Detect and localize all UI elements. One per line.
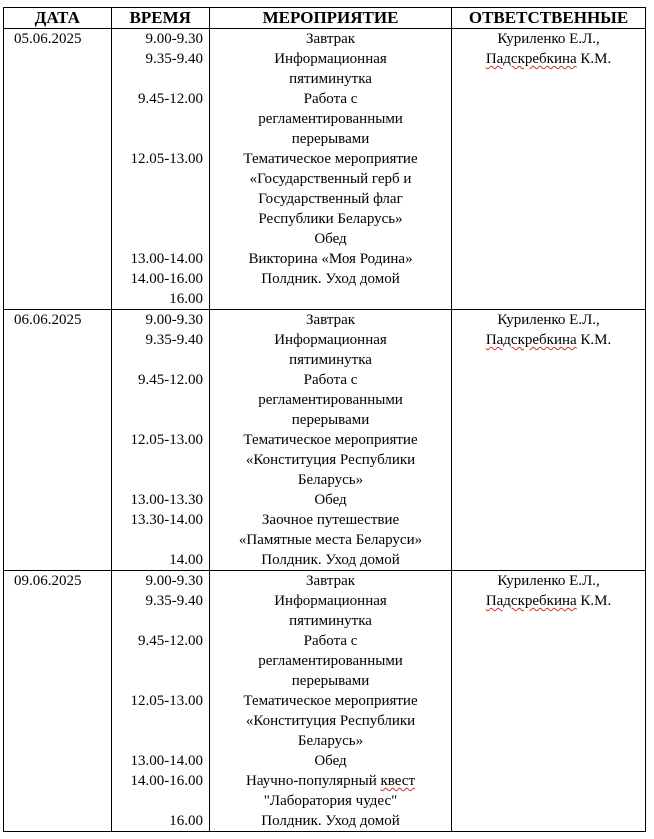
event-line: Беларусь» [297, 472, 364, 488]
time-line: 9.45-12.00 [137, 372, 203, 388]
event-line [210, 771, 451, 791]
event-line [210, 289, 451, 309]
event-line: Обед [314, 753, 347, 769]
time-line: 14.00 [169, 552, 203, 568]
responsible-line: Куриленко Е.Л., [497, 312, 600, 328]
event-text: Научно-популярный [246, 773, 381, 789]
time-cell [111, 310, 209, 571]
schedule-sheet [3, 7, 646, 839]
time-line: 12.05-13.00 [130, 693, 203, 709]
event-line: Работа с [303, 633, 358, 649]
day-row [4, 571, 646, 832]
event-line: Информационная [274, 51, 387, 67]
schedule-body [4, 29, 646, 832]
event-line: Обед [314, 231, 347, 247]
event-line: Информационная [274, 332, 387, 348]
time-line: 14.00-16.00 [130, 773, 203, 789]
time-line [112, 651, 209, 671]
responsible-surname: Падскребкина [485, 51, 577, 67]
header-date: ДАТА [4, 8, 112, 29]
time-line: 9.45-12.00 [137, 633, 203, 649]
header-time: ВРЕМЯ [111, 8, 209, 29]
event-line: Викторина «Моя Родина» [248, 251, 413, 267]
date-cell: 05.06.2025 [4, 29, 112, 310]
event-line: Тематическое мероприятие [243, 693, 418, 709]
header-row [4, 8, 646, 29]
event-line: пятиминутка [289, 352, 372, 368]
time-line: 9.45-12.00 [137, 91, 203, 107]
event-line: Обед [314, 492, 347, 508]
event-cell [209, 571, 451, 832]
event-line: перерывами [291, 673, 370, 689]
event-line: "Лаборатория чудес" [263, 793, 398, 809]
time-line [112, 189, 209, 209]
time-line [112, 109, 209, 129]
event-line: пятиминутка [289, 71, 372, 87]
event-line: Беларусь» [297, 733, 364, 749]
time-cell [111, 29, 209, 310]
responsible-cell [452, 571, 646, 832]
event-line: Тематическое мероприятие [243, 151, 418, 167]
event-line: перерывами [291, 412, 370, 428]
responsible-initials: К.М. [576, 593, 612, 609]
time-line [112, 731, 209, 751]
time-line [112, 69, 209, 89]
schedule-table [3, 7, 646, 832]
responsible-initials: К.М. [576, 51, 612, 67]
time-line: 9.35-9.40 [145, 51, 203, 67]
time-line: 9.00-9.30 [145, 312, 203, 328]
event-line: Завтрак [305, 31, 356, 47]
header-event: МЕРОПРИЯТИЕ [209, 8, 451, 29]
responsible-cell [452, 29, 646, 310]
event-cell [209, 29, 451, 310]
event-line: Республики Беларусь» [258, 211, 403, 227]
event-line: Полдник. Уход домой [261, 271, 400, 287]
responsible-line [452, 49, 645, 69]
event-line: Работа с [303, 372, 358, 388]
time-line [112, 209, 209, 229]
time-line [112, 229, 209, 249]
time-line [112, 791, 209, 811]
time-line: 13.00-14.00 [130, 753, 203, 769]
responsible-line [452, 591, 645, 611]
time-line: 9.00-9.30 [145, 31, 203, 47]
time-line: 16.00 [169, 291, 203, 307]
time-line: 16.00 [169, 813, 203, 829]
event-line: Завтрак [305, 312, 356, 328]
responsible-line: Куриленко Е.Л., [497, 31, 600, 47]
time-line: 14.00-16.00 [130, 271, 203, 287]
time-line: 13.30-14.00 [130, 512, 203, 528]
day-row [4, 310, 646, 571]
time-line: 9.35-9.40 [145, 332, 203, 348]
time-line [112, 530, 209, 550]
responsible-initials: К.М. [576, 332, 612, 348]
time-line: 13.00-13.30 [130, 492, 203, 508]
time-line: 9.35-9.40 [145, 593, 203, 609]
time-line [112, 350, 209, 370]
time-line [112, 390, 209, 410]
event-line: Работа с [303, 91, 358, 107]
event-line: Тематическое мероприятие [243, 432, 418, 448]
header-responsible: ОТВЕТСТВЕННЫЕ [452, 8, 646, 29]
event-line: Завтрак [305, 573, 356, 589]
event-line: «Конституция Республики [245, 713, 416, 729]
event-line: «Памятные места Беларуси» [238, 532, 423, 548]
time-line: 9.00-9.30 [145, 573, 203, 589]
date-cell: 09.06.2025 [4, 571, 112, 832]
time-line [112, 611, 209, 631]
responsible-surname: Падскребкина [485, 332, 577, 348]
event-line: «Государственный герб и [249, 171, 412, 187]
day-row [4, 29, 646, 310]
event-line: регламентированными [258, 392, 403, 408]
event-line: регламентированными [258, 111, 403, 127]
time-line [112, 129, 209, 149]
time-line [112, 410, 209, 430]
responsible-surname: Падскребкина [485, 593, 577, 609]
time-line: 12.05-13.00 [130, 432, 203, 448]
event-line: регламентированными [258, 653, 403, 669]
time-line [112, 169, 209, 189]
responsible-line [452, 330, 645, 350]
time-line [112, 671, 209, 691]
responsible-cell [452, 310, 646, 571]
event-line: Полдник. Уход домой [261, 813, 400, 829]
event-line: Государственный флаг [258, 191, 403, 207]
event-line: Заочное путешествие [261, 512, 400, 528]
time-cell [111, 571, 209, 832]
date-cell: 06.06.2025 [4, 310, 112, 571]
event-line: «Конституция Республики [245, 452, 416, 468]
event-line: Информационная [274, 593, 387, 609]
event-line: перерывами [291, 131, 370, 147]
time-line [112, 711, 209, 731]
event-text-flagged: квест [380, 773, 416, 789]
event-line: Полдник. Уход домой [261, 552, 400, 568]
event-line: пятиминутка [289, 613, 372, 629]
event-cell [209, 310, 451, 571]
responsible-line: Куриленко Е.Л., [497, 573, 600, 589]
time-line [112, 450, 209, 470]
time-line: 13.00-14.00 [130, 251, 203, 267]
time-line [112, 470, 209, 490]
time-line: 12.05-13.00 [130, 151, 203, 167]
